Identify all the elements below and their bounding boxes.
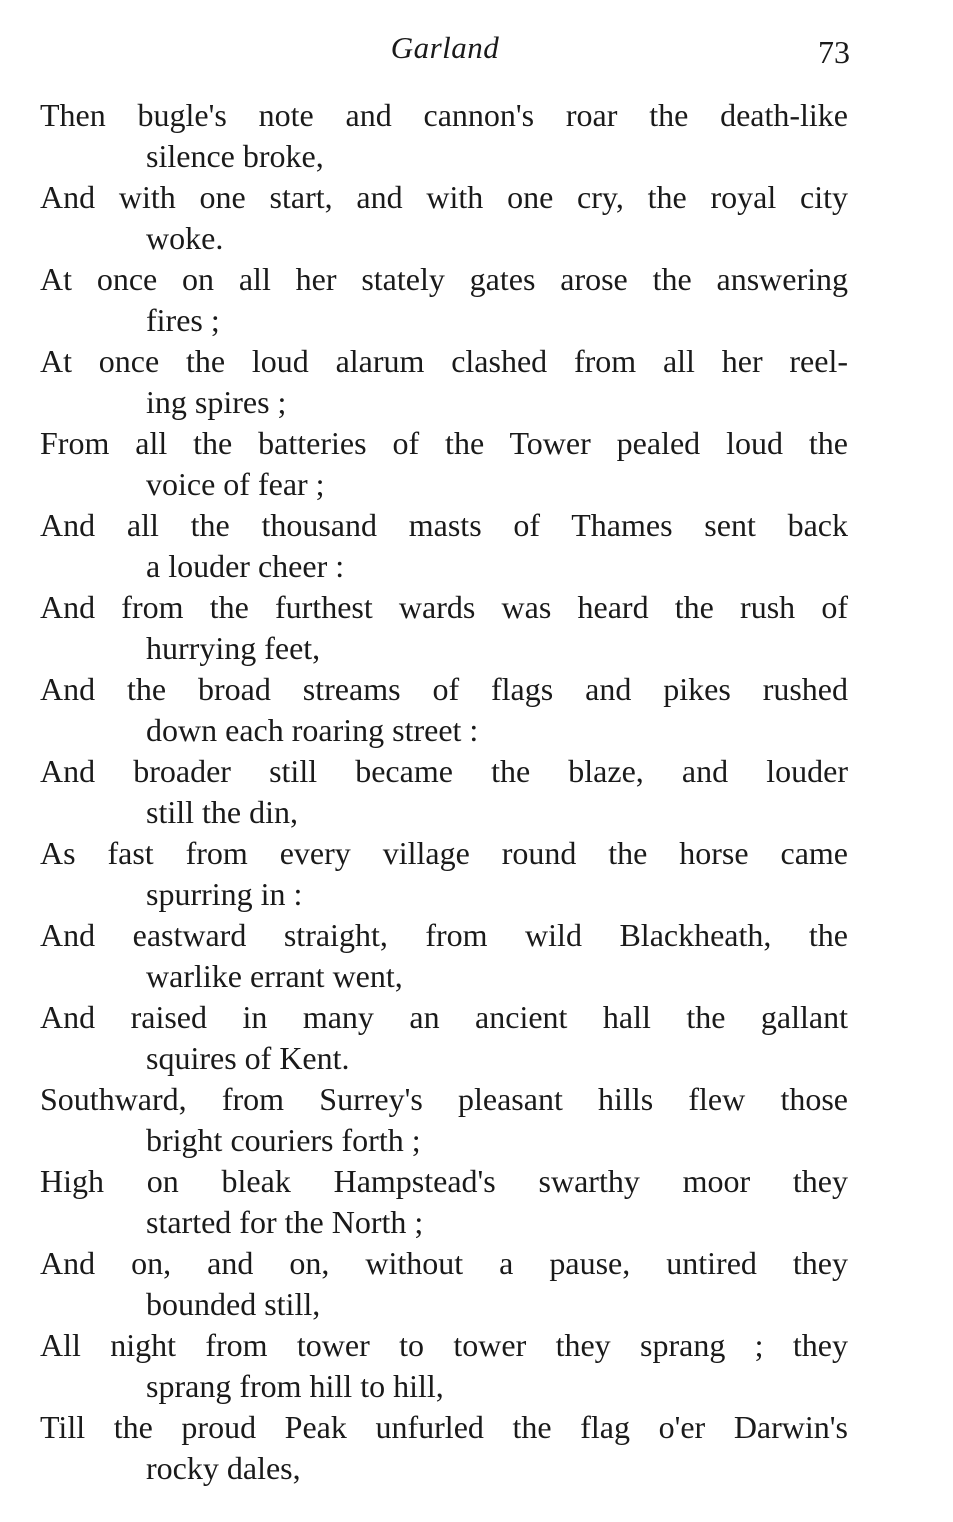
verse-line: [40, 997, 852, 1079]
verse-continuation: ing spires ;: [146, 384, 287, 420]
verse-continuation: hurrying feet,: [146, 630, 321, 666]
verse-continuation: squires of Kent.: [146, 1040, 350, 1076]
verse-first-line: And eastward straight, from wild Blackheath, the: [40, 917, 848, 953]
verse-first-line: As fast from every village round the horse came: [40, 835, 848, 871]
verse-continuation: sprang from hill to hill,: [146, 1368, 444, 1404]
verse-continuation: bounded still,: [146, 1286, 321, 1322]
verse-continuation: spurring in :: [146, 876, 303, 912]
verse-continuation: down each roaring street :: [146, 712, 479, 748]
verse-first-line: At once the loud alarum clashed from all her reel-: [40, 343, 848, 379]
verse-first-line: And broader still became the blaze, and louder: [40, 753, 848, 789]
verse-continuation: silence broke,: [146, 138, 324, 174]
verse-continuation: warlike errant went,: [146, 958, 403, 994]
verse-line: [40, 1243, 852, 1325]
verse-line: [40, 587, 852, 669]
verse-line: [40, 1161, 852, 1243]
verse-line: [40, 1407, 852, 1489]
verse-continuation: started for the North ;: [146, 1204, 424, 1240]
verse-continuation: rocky dales,: [146, 1450, 301, 1486]
verse-line: [40, 1079, 852, 1161]
verse-first-line: Till the proud Peak unfurled the flag o'er Darwin's: [40, 1409, 848, 1445]
verse-continuation: voice of fear ;: [146, 466, 325, 502]
page-number: 73: [818, 34, 850, 70]
verse-first-line: And on, and on, without a pause, untired they: [40, 1245, 848, 1281]
verse-line: [40, 751, 852, 833]
running-title: Garland: [390, 30, 500, 65]
verse-line: [40, 259, 852, 341]
verse-line: [40, 915, 852, 997]
verse-first-line: And all the thousand masts of Thames sent back: [40, 507, 848, 543]
verse-line: [40, 423, 852, 505]
verse-line: [40, 95, 852, 177]
verse-continuation: bright couriers forth ;: [146, 1122, 421, 1158]
verse-line: [40, 341, 852, 423]
verse-first-line: All night from tower to tower they sprang ; they: [40, 1327, 848, 1363]
verse-first-line: High on bleak Hampstead's swarthy moor they: [40, 1163, 848, 1199]
verse-first-line: And with one start, and with one cry, the royal city: [40, 179, 848, 215]
verse-first-line: And raised in many an ancient hall the gallant: [40, 999, 848, 1035]
verse-first-line: From all the batteries of the Tower pealed loud the: [40, 425, 848, 461]
verse-line: [40, 833, 852, 915]
verse-continuation: woke.: [146, 220, 224, 256]
verse-line: [40, 669, 852, 751]
running-head: [40, 30, 850, 74]
verse-first-line: Then bugle's note and cannon's roar the death-like: [40, 97, 848, 133]
verse-continuation: a louder cheer :: [146, 548, 345, 584]
verse-first-line: Southward, from Surrey's pleasant hills flew those: [40, 1081, 848, 1117]
verse-first-line: And from the furthest wards was heard the rush of: [40, 589, 848, 625]
verse-line: [40, 177, 852, 259]
verse-continuation: still the din,: [146, 794, 298, 830]
verse-continuation: fires ;: [146, 302, 220, 338]
verse-line: [40, 1325, 852, 1407]
verse-line: [40, 505, 852, 587]
poem-text: [40, 95, 852, 1489]
verse-first-line: And the broad streams of flags and pikes rushed: [40, 671, 848, 707]
verse-first-line: At once on all her stately gates arose the answering: [40, 261, 848, 297]
